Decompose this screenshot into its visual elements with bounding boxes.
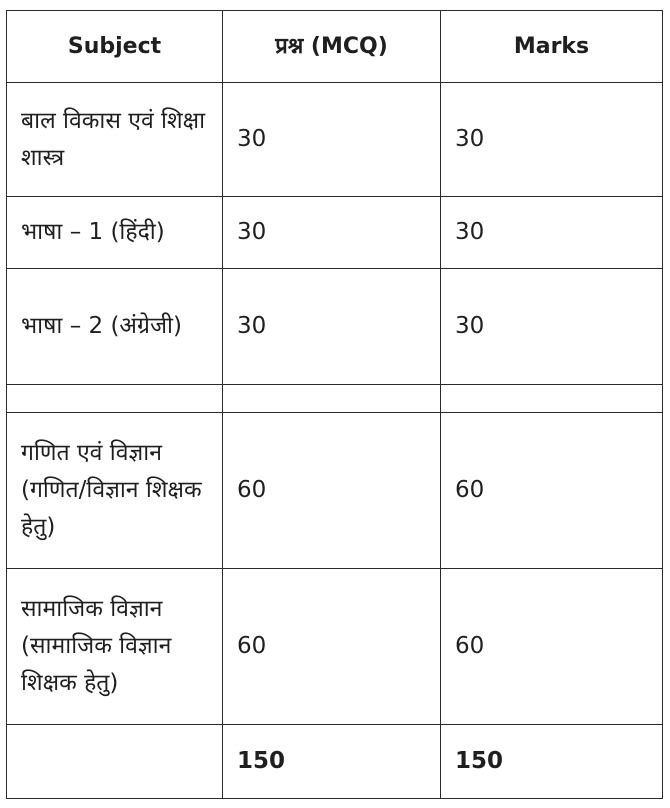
header-mcq: प्रश्न (MCQ) bbox=[223, 11, 441, 83]
cell-mcq: 30 bbox=[223, 269, 441, 385]
total-subject-cell bbox=[7, 725, 223, 799]
cell-subject: गणित एवं विज्ञान (गणित/विज्ञान शिक्षक हेतु) bbox=[7, 413, 223, 569]
cell-marks bbox=[441, 385, 663, 413]
cell-mcq: 30 bbox=[223, 197, 441, 269]
cell-mcq: 30 bbox=[223, 83, 441, 197]
table-total-row bbox=[7, 725, 663, 799]
cell-subject bbox=[7, 385, 223, 413]
cell-subject: बाल विकास एवं शिक्षा शास्त्र bbox=[7, 83, 223, 197]
cell-marks: 30 bbox=[441, 83, 663, 197]
cell-subject: भाषा – 2 (अंग्रेजी) bbox=[7, 269, 223, 385]
header-subject: Subject bbox=[7, 11, 223, 83]
table-row bbox=[7, 83, 663, 197]
exam-pattern-table bbox=[6, 10, 663, 799]
cell-marks: 30 bbox=[441, 197, 663, 269]
table-header-row bbox=[7, 11, 663, 83]
header-marks: Marks bbox=[441, 11, 663, 83]
table-row-empty bbox=[7, 385, 663, 413]
total-mcq-cell: 150 bbox=[223, 725, 441, 799]
cell-subject: भाषा – 1 (हिंदी) bbox=[7, 197, 223, 269]
exam-pattern-table-container bbox=[6, 10, 663, 799]
table-row bbox=[7, 569, 663, 725]
cell-mcq bbox=[223, 385, 441, 413]
cell-subject: सामाजिक विज्ञान (सामाजिक विज्ञान शिक्षक हेतु) bbox=[7, 569, 223, 725]
cell-mcq: 60 bbox=[223, 569, 441, 725]
cell-mcq: 60 bbox=[223, 413, 441, 569]
cell-marks: 60 bbox=[441, 569, 663, 725]
total-marks-cell: 150 bbox=[441, 725, 663, 799]
table-row bbox=[7, 269, 663, 385]
cell-marks: 60 bbox=[441, 413, 663, 569]
cell-marks: 30 bbox=[441, 269, 663, 385]
table-row bbox=[7, 197, 663, 269]
table-row bbox=[7, 413, 663, 569]
